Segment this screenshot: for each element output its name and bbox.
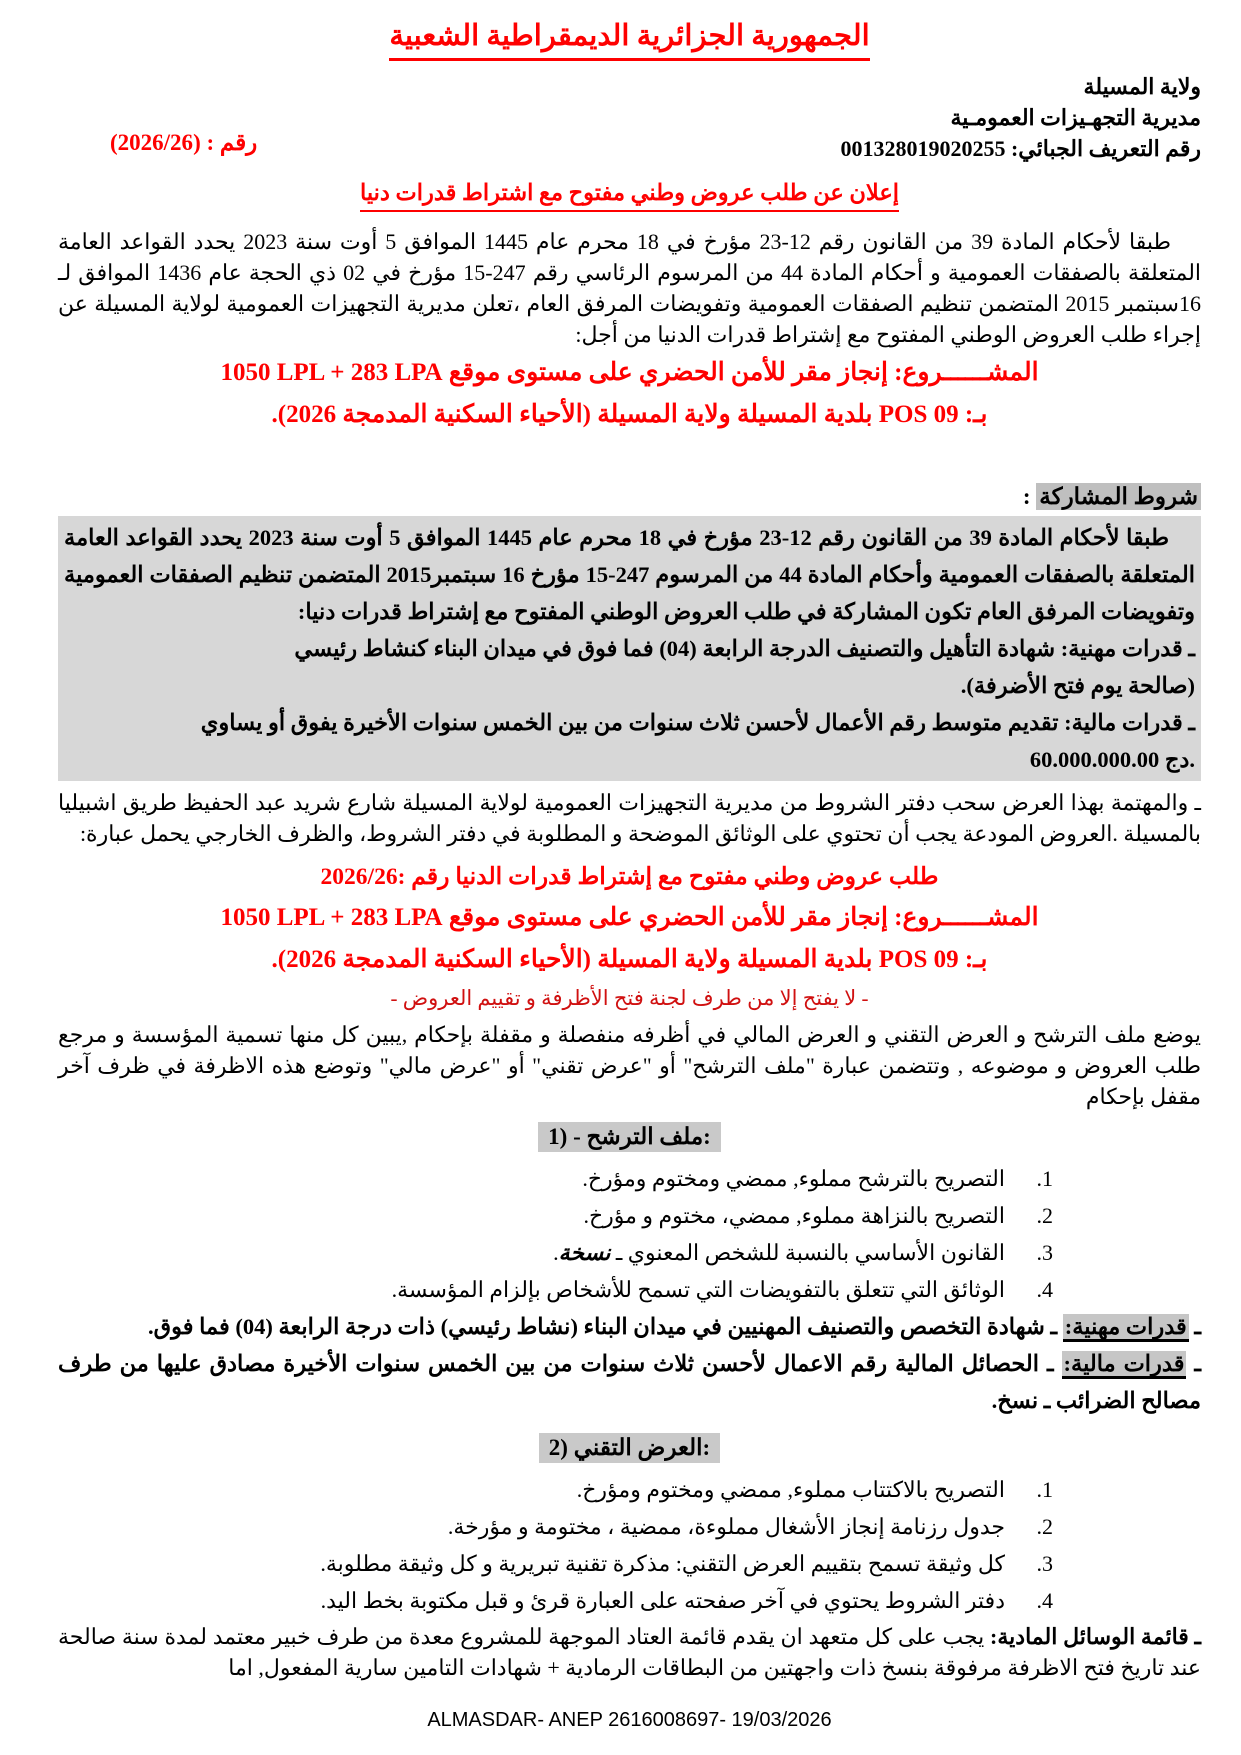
- spacer: [58, 436, 1201, 484]
- envelope-label-block: [58, 857, 1201, 1015]
- list-item: [58, 1271, 1053, 1308]
- section2-heading-row: [58, 1433, 1201, 1463]
- project-line-2: [58, 394, 1201, 436]
- professional-capacities-label: قدرات مهنية:: [1060, 636, 1183, 661]
- financial-amount: 60.000.000.00 دج.: [1029, 747, 1195, 772]
- section1-financial-label: قدرات مالية:: [1062, 1351, 1187, 1379]
- item-number: 3.: [1036, 1551, 1053, 1576]
- envelope-instructions: يوضع ملف الترشح و العرض التقني و العرض المالي في أظرفه منفصلة و مقفلة بإحكام ,يبين كل منها تسمية المؤسسة و مرجع طلب العروض و موضوعه , وتتضمن عبارة "ملف الترشح" أو "عرض تقني" أو "عرض مالي" وتوضع هذه الاظرفة في ظرف آخر مقفل بإحكام: [58, 1022, 1201, 1109]
- project-line2-suffix: بلدية المسيلة ولاية المسيلة (الأحياء السكنية المدمجة 2026).: [271, 401, 873, 428]
- material-means-line: [58, 1621, 1201, 1683]
- item-text-post: .: [553, 1240, 559, 1265]
- list-item: [58, 1160, 1053, 1197]
- wilaya-name: ولاية المسيلة: [1083, 74, 1201, 99]
- financial-amount-line: [64, 741, 1195, 778]
- item-number: 2.: [1036, 1514, 1053, 1539]
- section2-list: [58, 1469, 1201, 1619]
- country-title: الجمهورية الجزائرية الديمقراطية الشعبية: [389, 18, 869, 61]
- list-item: [58, 1471, 1053, 1508]
- project-line2-latin: POS 09: [878, 401, 959, 428]
- list-item: [58, 1545, 1053, 1582]
- list-item: [58, 1197, 1053, 1234]
- list-item: [58, 1582, 1053, 1619]
- list-item: [58, 1508, 1053, 1545]
- item-text: كل وثيقة تسمح بتقييم العرض التقني: مذكرة تقنية تبريرية و كل وثيقة مطلوبة.: [320, 1551, 1005, 1576]
- item-number: 1.: [1036, 1166, 1053, 1191]
- item-text: دفتر الشروط يحتوي في آخر صفحته على العبارة قرئ و قبل مكتوبة بخط اليد.: [320, 1588, 1005, 1613]
- item-number: 4.: [1036, 1588, 1053, 1613]
- item-text: التصريح بالنزاهة مملوء, ممضي، مختوم و مؤرخ.: [583, 1203, 1005, 1228]
- tender-reference-line: طلب عروض وطني مفتوح مع إشتراط قدرات الدنيا رقم :2026/26: [320, 864, 939, 890]
- dash: ـ: [1182, 636, 1195, 661]
- professional-validity-line: (صالحة يوم فتح الأضرفة).: [960, 673, 1195, 698]
- tax-id-value: 001328019020255: [840, 136, 1006, 161]
- item-text: التصريح بالاكتتاب مملوء, ممضي ومختوم ومؤرخ.: [576, 1477, 1005, 1502]
- section1-financial-text: ـ الحصائل المالية رقم الاعمال لأحسن ثلاث سنوات من بين الخمس سنوات الأخيرة مصادق عليها من طرف مصالح الضرائب ـ نسخ.: [58, 1351, 1201, 1413]
- project-line-1: [58, 352, 1201, 394]
- dash: ـ: [1186, 1351, 1202, 1376]
- announcement-title: إعلان عن طلب عروض وطني مفتوح مع اشتراط قدرات دنيا: [360, 180, 899, 212]
- section1-professional-text: ـ شهادة التخصص والتصنيف المهنيين في ميدان البناء (نشاط رئيسي) ذات درجة الرابعة (04) فما فوق.: [148, 1314, 1063, 1339]
- item-number: 2.: [1036, 1203, 1053, 1228]
- item-text: التصريح بالترشح مملوء, ممضي ومختوم ومؤرخ.: [582, 1166, 1005, 1191]
- professional-capacities-text: شهادة التأهيل والتصنيف الدرجة الرابعة (04) فما فوق في ميدان البناء كنشاط رئيسي: [294, 636, 1056, 661]
- anep-footer: ALMASDAR- ANEP 2616008697- 19/03/2026: [427, 1709, 832, 1731]
- conditions-heading: شروط المشاركة: [1036, 483, 1201, 510]
- section1-heading: 1) - ملف الترشح:: [538, 1122, 721, 1152]
- item-text: [553, 1234, 1005, 1271]
- no-open-notice: - لا يفتح إلا من طرف لجنة فتح الأظرفة و تقييم العروض -: [390, 986, 869, 1010]
- project-line-2-repeat: [58, 939, 1201, 981]
- project-line2-prefix: بـ:: [964, 946, 988, 973]
- dash: ـ: [1188, 1624, 1201, 1649]
- intro-paragraph: طبقا لأحكام المادة 39 من القانون رقم 12-23 مؤرخ في 18 محرم عام 1445 الموافق 5 أوت سنة 2023 يحدد القواعد العامة المتعلقة بالصفقات العمومية و أحكام المادة 44 من المرسوم الرئاسي رقم 247-15 مؤرخ في 02 ذي الحجة عام 1436 الموافق لـ 16سبتمبر 2015 المتضمن تنظيم الصفقات العمومية وتفويضات المرفق العام ،تعلن مديرية التجهيزات العمومية لولاية المسيلة عن إجراء طلب العروض الوطني المفتوح مع إشتراط قدرات الدنيا من أجل:: [58, 229, 1202, 347]
- country-title-row: [58, 18, 1201, 61]
- item-text-emphasis: نسخة: [558, 1240, 611, 1265]
- conditions-intro: طبقا لأحكام المادة 39 من القانون رقم 12-23 مؤرخ في 18 محرم عام 1445 الموافق 5 أوت سنة 2023 يحدد القواعد العامة المتعلقة بالصفقات العمومية وأحكام المادة 44 من المرسوم 247-15 مؤرخ 16 سبتمبر2015 المتضمن تنظيم الصفقات العمومية وتفويضات المرفق العام تكون المشاركة في طلب العروض الوطني المفتوح مع إشتراط قدرات دنيا:: [64, 525, 1195, 624]
- project-line-1-repeat: [58, 897, 1201, 939]
- item-number: 4.: [1036, 1277, 1053, 1302]
- list-item: [58, 1234, 1053, 1271]
- item-text: الوثائق التي تتعلق بالتفويضات التي تسمح للأشخاص بإلزام المؤسسة.: [391, 1277, 1005, 1302]
- project-line1-latin: 1050 LPL + 283 LPA: [220, 904, 443, 931]
- section1-heading-row: [58, 1122, 1201, 1152]
- material-means-text: يجب على كل متعهد ان يقدم قائمة العتاد الموجهة للمشروع معدة من طرف خبير معتمد لمدة سنة صالحة عند تاريخ فتح الاظرفة مرفوقة بنسخ ذات واجهتين من البطاقات الرمادية + شهادات التامين سارية المفعول, اما: [58, 1624, 1201, 1680]
- tax-id-label: رقم التعريف الجبائي:: [1010, 136, 1201, 161]
- financial-capacities-line: [64, 704, 1195, 741]
- financial-capacities-text: تقديم متوسط رقم الأعمال لأحسن ثلاث سنوات من بين الخمس سنوات الأخيرة يفوق أو يساوي: [200, 710, 1059, 735]
- dash: ـ: [1182, 710, 1195, 735]
- announcement-title-row: [58, 180, 1201, 212]
- project-line1-latin: 1050 LPL + 283 LPA: [220, 359, 443, 386]
- dash: ـ: [1188, 1314, 1201, 1339]
- conditions-heading-colon: :: [1022, 484, 1037, 509]
- project-line2-latin: POS 09: [878, 946, 959, 973]
- material-means-label: قائمة الوسائل المادية:: [990, 1624, 1189, 1649]
- project-line1-arabic: المشــــــروع: إنجاز مقر للأمن الحضري على مستوى موقع: [448, 359, 1039, 386]
- section2-heading: 2) العرض التقني:: [539, 1433, 720, 1463]
- professional-capacities-line: [64, 630, 1195, 667]
- directorate-name: مديرية التجهـيزات العمومـية: [950, 105, 1201, 130]
- section1-list: [58, 1158, 1201, 1308]
- project-block-1: [58, 352, 1201, 436]
- section1-financial-line: [58, 1345, 1201, 1419]
- project-line2-suffix: بلدية المسيلة ولاية المسيلة (الأحياء السكنية المدمجة 2026).: [271, 946, 873, 973]
- section1-professional-line: [58, 1308, 1201, 1345]
- item-number: 1.: [1036, 1477, 1053, 1502]
- project-line1-arabic: المشــــــروع: إنجاز مقر للأمن الحضري على مستوى موقع: [448, 904, 1039, 931]
- financial-capacities-label: قدرات مالية:: [1064, 710, 1183, 735]
- item-text: جدول رزنامة إنجاز الأشغال مملوءة، ممضية ، مختومة و مؤرخة.: [447, 1514, 1005, 1539]
- section1-professional-label: قدرات مهنية:: [1063, 1314, 1189, 1342]
- conditions-block: [58, 516, 1201, 781]
- withdrawal-paragraph: ـ والمهتمة بهذا العرض سحب دفتر الشروط من مديرية التجهيزات العمومية لولاية المسيلة شارع شريد عبد الحفيظ طريق اشبيليا بالمسيلة .العروض المودعة يجب أن تحتوي على الوثائق الموضحة و المطلوبة في دفتر الشروط، والظرف الخارجي يحمل عبارة:: [58, 790, 1201, 846]
- project-line2-prefix: بـ:: [964, 401, 988, 428]
- conditions-heading-row: [58, 484, 1201, 510]
- reference-number: رقم : (2026/26): [110, 130, 258, 155]
- item-text-pre: القانون الأساسي بالنسبة للشخص المعنوي ـ: [610, 1240, 1005, 1265]
- item-number: 3.: [1036, 1240, 1053, 1265]
